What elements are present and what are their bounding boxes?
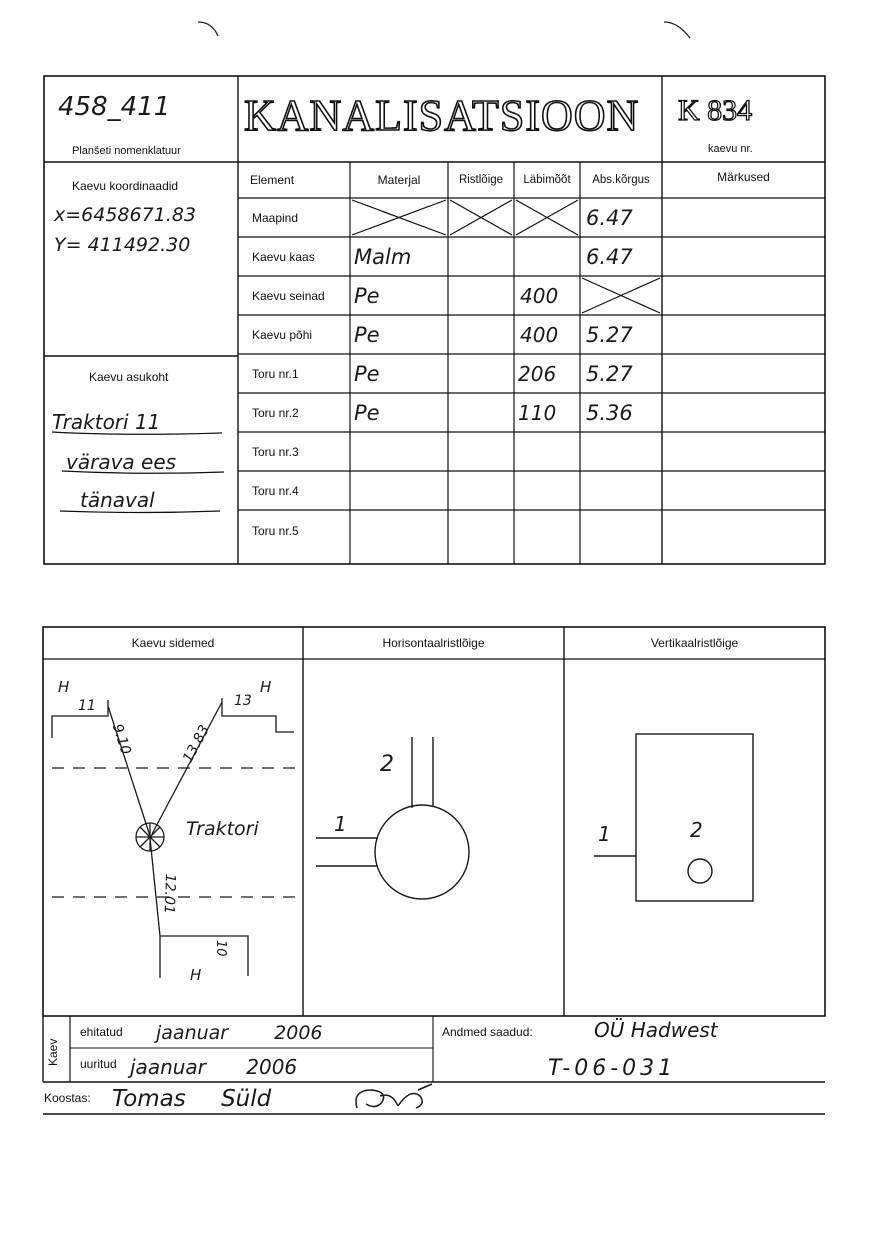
column-header-diameter: Läbimõõt <box>523 174 571 186</box>
table-cell-diameter: 110 <box>518 400 557 425</box>
signature-scribble <box>356 1084 432 1108</box>
table-cell-diameter: 400 <box>520 322 559 347</box>
vertical-pipe-1: 1 <box>598 822 611 846</box>
table-cell-height: 5.27 <box>586 361 633 386</box>
table-cell-material: Pe <box>354 283 380 308</box>
horizontal-section-title: Horisontaalristlõige <box>382 636 485 650</box>
vertical-section-drawing <box>594 734 753 901</box>
ties-street-label: Traktori <box>186 818 259 840</box>
vertical-pipe-2: 2 <box>690 818 703 842</box>
koostas-value: Tomas Süld <box>112 1086 272 1112</box>
column-header-abs-height: Abs.kõrgus <box>592 174 650 186</box>
table-cell-diameter: 206 <box>518 361 557 386</box>
table-cell-height: 6.47 <box>586 205 633 230</box>
coordinate-x: x=6458671.83 <box>54 204 196 226</box>
ehitatud-label: ehitatud <box>80 1025 123 1039</box>
coordinate-y: Y= 411492.30 <box>54 234 191 256</box>
table-row-element: Toru nr.3 <box>252 444 299 459</box>
ties-num-10: 10 <box>213 940 228 957</box>
column-header-cross-section: Ristlõige <box>458 174 504 186</box>
document-code: T-06-031 <box>548 1056 677 1081</box>
data-source-value: OÜ Hadwest <box>594 1018 718 1042</box>
table-row-element: Toru nr.1 <box>252 366 299 381</box>
table-row-element: Kaevu kaas <box>252 249 315 264</box>
table-cell-material: Malm <box>354 244 412 269</box>
ties-num-13: 13 <box>234 693 252 709</box>
table-row-element: Toru nr.4 <box>252 483 299 498</box>
nomenclature-label: Planšeti nomenklatuur <box>72 145 181 157</box>
ties-panel-title: Kaevu sidemed <box>131 636 215 650</box>
well-number-value: K 834 <box>678 94 753 127</box>
ehitatud-value: jaanuar 2006 <box>156 1022 323 1044</box>
coordinates-label: Kaevu koordinaadid <box>72 179 179 193</box>
table-cell-material: Pe <box>354 322 380 347</box>
table-row-element: Kaevu põhi <box>252 327 313 342</box>
koostas-label: Koostas: <box>44 1091 91 1105</box>
table-row-element: Kaevu seinad <box>252 288 325 303</box>
uuritud-value: jaanuar 2006 <box>130 1055 298 1079</box>
horizontal-pipe-1: 1 <box>334 812 347 836</box>
ties-dist-left: 9.10 <box>108 722 134 757</box>
ties-drawing <box>52 698 300 978</box>
column-header-element: Element <box>250 173 295 187</box>
ties-h-bottom: H <box>190 966 202 984</box>
location-line-1: Traktori 11 <box>52 410 161 434</box>
ties-dist-bottom: 12.01 <box>160 873 178 915</box>
table-cell-height: 6.47 <box>586 244 633 269</box>
location-line-3: tänaval <box>80 488 155 512</box>
ties-h-left: H <box>58 678 70 696</box>
table-cell-height: 5.27 <box>586 322 633 347</box>
kaev-label: Kaev <box>46 1038 60 1066</box>
location-line-2: värava ees <box>66 450 177 474</box>
table-cell-material: Pe <box>354 400 380 425</box>
table-row-element: Toru nr.5 <box>252 524 299 538</box>
column-header-material: Materjal <box>377 173 421 187</box>
horizontal-pipe-2: 2 <box>380 752 394 777</box>
ties-num-11: 11 <box>78 698 96 714</box>
table-row-element: Toru nr.2 <box>252 405 299 420</box>
table-cell-diameter: 400 <box>520 283 559 308</box>
table-row-element: Maapind <box>252 210 299 225</box>
vertical-section-title: Vertikaalristlõige <box>650 636 739 650</box>
table-cell-material: Pe <box>354 361 380 386</box>
uuritud-label: uuritud <box>80 1057 117 1071</box>
page-title: KANALISATSIOON <box>244 91 640 140</box>
data-source-label: Andmed saadud: <box>442 1025 533 1039</box>
ties-h-right: H <box>260 678 272 696</box>
location-label: Kaevu asukoht <box>89 370 169 384</box>
table-cell-height: 5.36 <box>586 400 633 425</box>
nomenclature-value: 458_411 <box>58 92 171 122</box>
ties-dist-right: 13.83 <box>180 722 213 766</box>
well-number-label: kaevu nr. <box>708 143 753 155</box>
column-header-notes: Märkused <box>717 170 770 184</box>
